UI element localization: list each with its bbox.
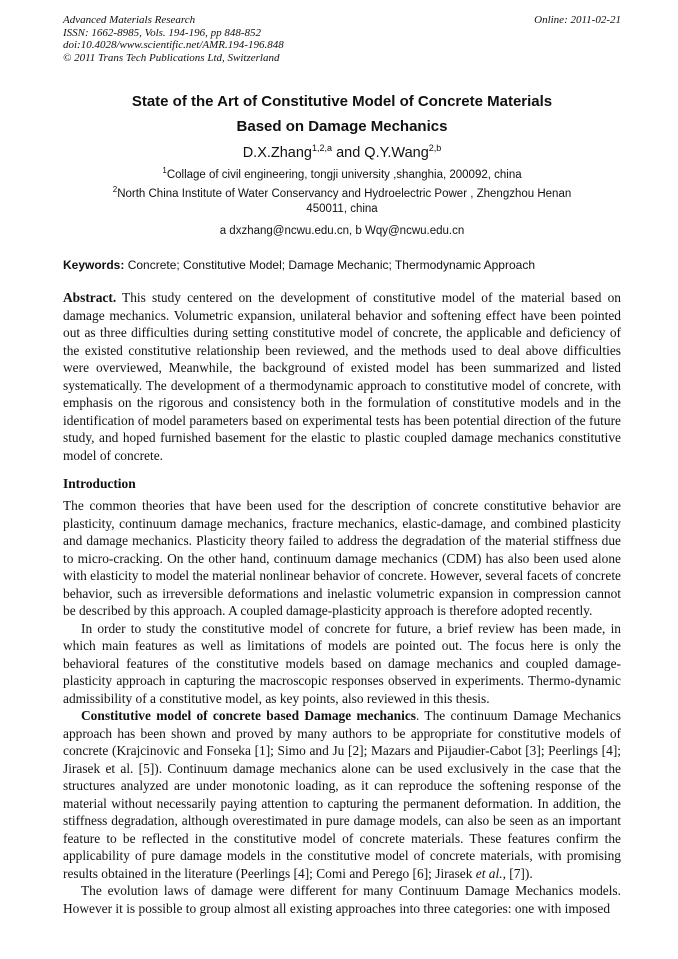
paper-title (63, 89, 621, 139)
author-2-superscript: 2,b (428, 143, 442, 154)
paper-title-line-2: Based on Damage Mechanics (236, 118, 448, 135)
introduction-paragraph-3 (63, 707, 621, 882)
doi-line: doi:10.4028/www.scientific.net/AMR.194-196.848 (63, 39, 284, 51)
introduction-paragraph-1: The common theories that have been used for the description of concrete constitutive behavior are plasticity, continuum damage mechanics, fracture mechanics, elastic-damage, and combined plasticity and damage mechanics. Plasticity theory failed to address the degradation of the material stiffness due to micro-cracking. On the other hand, continuum damage mechanics (CDM) has also been used alone with elasticity to model the material nonlinear behavior of concrete. However, several facets of concrete behavior, such as irreversible deformations and inelastic volumetric expansion in compression cannot be described by this approach. A coupled damage-plasticity approach is therefore adopted recently. (63, 498, 621, 618)
paragraph-3-text-2: , [7]). (502, 865, 533, 881)
affiliation-2 (96, 187, 587, 217)
issn-line: ISSN: 1662-8985, Vols. 194-196, pp 848-852 (63, 26, 261, 39)
paragraph-3-bold-lead: Constitutive model of concrete based Damage mechanics (81, 708, 416, 723)
keywords-label: Keywords: (63, 258, 125, 272)
online-date: Online: 2011-02-21 (534, 14, 621, 26)
affiliation-2-superscript: 2 (112, 185, 118, 195)
author-1-name: D.X.Zhang (242, 145, 313, 161)
introduction-paragraph-2: In order to study the constitutive model of concrete for future, a brief review has been made, in which main features as well as limitations of models are pointed out. The focus here is only the behavioral features of the constitutive models based on damage mechanics and coupled damage-plasticity approach in capturing the macroscopic responses observed in experiments. Thermo-dynamic admissibility of a constitutive model, as key points, also reviewed in this thesis. (63, 620, 621, 706)
author-1-superscript: 1,2,a (312, 143, 333, 154)
paragraph-3-text-1: . The continuum Damage Mechanics approach has been shown and proved by many authors to be appropriate for constitutive models of concrete (Krajcinovic and Fonseka [1]; Simo and Ju [2]; Mazars and Pijaudier-Cabot [3]; Peerlings [4]; Jirasek et al. [5]). Continuum damage mechanics alone can be used exclusively in the case that the structures analyzed are under monotonic loading, as it can reproduce the softening response of the material without necessarily paying attention to capturing the permanent deformation. In addition, the stiffness degradation, although overestimated in pure damage models, can also be seen as an important feature to be reflected in the constitutive model of concrete materials. These features confirm the applicability of pure damage models in the constitutive model of concrete materials, with promising results obtained in the literature (Peerlings [4]; Comi and Perego [6]; Jirasek (63, 708, 621, 881)
affiliation-1 (63, 168, 621, 183)
abstract-paragraph (63, 289, 621, 464)
keywords-text: Concrete; Constitutive Model; Damage Mechanic; Thermodynamic Approach (124, 258, 536, 272)
introduction-heading: Introduction (63, 476, 136, 491)
author-2-name: Q.Y.Wang (364, 145, 429, 161)
authors-line (63, 144, 621, 162)
paper-title-line-1: State of the Art of Constitutive Model of Concrete Materials (131, 93, 553, 110)
affiliation-1-text: Collage of civil engineering, tongji university ,shanghia, 200092, china (166, 169, 522, 181)
authors-separator: and (332, 145, 365, 161)
introduction-paragraph-4: The evolution laws of damage were different for many Continuum Damage Mechanics models. However it is possible to group almost all existing approaches into three categories: one with imposed (63, 883, 621, 916)
journal-meta-block (63, 14, 284, 64)
journal-name: Advanced Materials Research (63, 14, 196, 26)
abstract-label: Abstract. (63, 290, 117, 305)
journal-header (63, 14, 621, 64)
keywords-line (63, 258, 621, 273)
affiliation-2-text: North China Institute of Water Conservancy and Hydroelectric Power , Zhengzhou Henan 450011, china (117, 188, 572, 215)
affiliation-1-superscript: 1 (162, 166, 167, 176)
paragraph-3-et-al-italic: et al. (475, 865, 503, 881)
copyright-line: © 2011 Trans Tech Publications Ltd, Switzerland (63, 51, 280, 64)
author-emails: a dxzhang@ncwu.edu.cn, b Wqy@ncwu.edu.cn (219, 225, 465, 237)
abstract-text: This study centered on the development of constitutive model of the material based on damage mechanics. Volumetric expansion, unilateral behavior and softening effect have been pointed out as three difficulties during setting constitutive model of concrete, the applicable and deficiency of the existed constitutive relationship been reviewed, and the methods used to deal above difficulties were overviewed, Meanwhile, the background of existed model has been summarized and listed systematically. The development of a thermodynamic approach to constitutive model of concrete, with emphasis on the rigorous and consistency both in the formulation of constitutive models and in the identification of model parameters based on experimental tests has been potential direction of the future study, and hoped furnished basement for the elastic to plastic coupled damage mechanics constitutive model of concrete. (63, 290, 621, 463)
